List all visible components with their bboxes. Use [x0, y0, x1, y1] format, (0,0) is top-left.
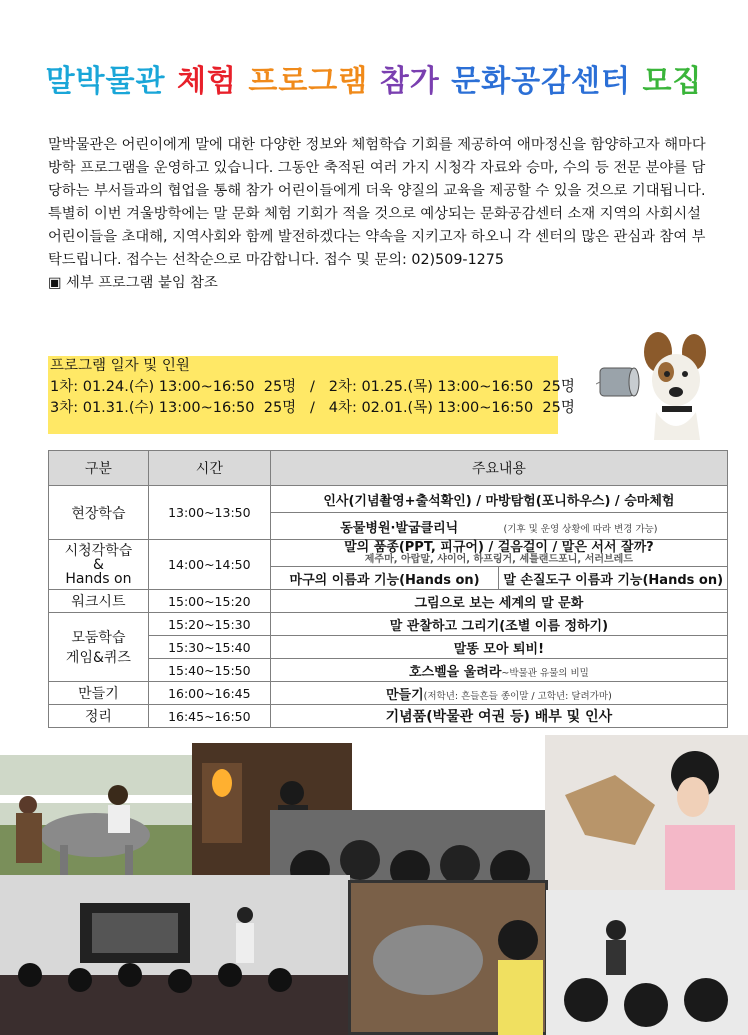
- time-audiovisual: 14:00~14:50: [148, 540, 270, 590]
- title-part-4: 참가: [379, 64, 452, 99]
- time-field-study: 13:00~13:50: [148, 486, 270, 540]
- page-title: [0, 56, 748, 100]
- title-part-5: 문화공감센터: [451, 64, 643, 99]
- category-audiovisual-2: &: [92, 556, 104, 573]
- content-field-study-2: [270, 513, 727, 540]
- category-field-study: 현장학습: [49, 486, 149, 540]
- dog-with-tin-can-phone-image: [596, 330, 716, 440]
- category-group: [49, 613, 149, 682]
- content-field-study-1: 인사(기념촬영+출석확인) / 마방탐험(포니하우스) / 승마체험: [270, 486, 727, 513]
- title-part-1: 말박물관: [45, 64, 177, 99]
- title-part-3: 프로그램: [248, 64, 380, 99]
- category-audiovisual-3: Hands on: [65, 570, 132, 587]
- time-group-2: 15:30~15:40: [148, 636, 270, 659]
- content-audiovisual-3: 말 손질도구 이름과 기능(Hands on): [499, 567, 728, 590]
- content-group-1: 말 관찰하고 그리기(조별 이름 정하기): [270, 613, 727, 636]
- photo-feeding-horse: [348, 880, 548, 1035]
- schedule-heading: 프로그램 일자 및 인원: [50, 358, 190, 374]
- content-field-study-2-note: (기후 및 운영 상황에 따라 변경 가능): [503, 523, 658, 535]
- schedule-box: [48, 356, 575, 434]
- content-audiovisual-2: 마구의 이름과 기능(Hands on): [270, 567, 499, 590]
- content-worksheet: 그림으로 보는 세계의 말 문화: [270, 590, 727, 613]
- content-field-study-2-text: 동물병원·발굽클리닉: [340, 520, 459, 536]
- category-group-1: 모둠학습: [71, 630, 126, 646]
- title-part-6: 모집: [642, 64, 703, 99]
- category-closing: 정리: [49, 705, 149, 728]
- category-audiovisual-1: 시청각학습: [64, 542, 133, 559]
- title-part-2: 체험: [176, 64, 249, 99]
- content-group-3: [270, 659, 727, 682]
- content-making-text: 만들기: [385, 687, 424, 703]
- content-group-3-note: ~박물관 유물의 비밀: [501, 667, 589, 679]
- content-audiovisual-1-text: 말의 품종(PPT, 피규어) / 걸음걸이 / 말은 서서 잘까?: [344, 540, 654, 555]
- category-making: 만들기: [49, 682, 149, 705]
- time-group-3: 15:40~15:50: [148, 659, 270, 682]
- photo-lecture-hall: [0, 875, 350, 1035]
- photo-collage: [0, 735, 748, 1035]
- photo-craft-making: [545, 735, 748, 890]
- schedule-line-1: 1차: 01.24.(수) 13:00~16:50 25명 / 2차: 01.25.(목) 13:00~16:50 25명: [50, 379, 575, 395]
- category-worksheet: 워크시트: [49, 590, 149, 613]
- content-group-2: 말똥 모아 퇴비!: [270, 636, 727, 659]
- header-category: 구분: [49, 451, 149, 486]
- time-closing: 16:45~16:50: [148, 705, 270, 728]
- schedule-line-2: 3차: 01.31.(수) 13:00~16:50 25명 / 4차: 02.01.(목) 13:00~16:50 25명: [50, 400, 575, 416]
- time-making: 16:00~16:45: [148, 682, 270, 705]
- intro-text: [48, 134, 708, 295]
- intro-paragraph-1: 말박물관은 어린이에게 말에 대한 다양한 정보와 체험학습 기회를 제공하여 애마정신을 함양하고자 해마다 방학 프로그램을 운영하고 있습니다. 그동안 축적된 여러 가지 시청각 자료와 승마, 수의 등 전문 분야를 담당하는 부서들과의 협업을 통해 참가 어린이들에게 더욱 양질의 교육을 제공할 수 있을 것으로 기대됩니다.: [48, 137, 706, 199]
- content-audiovisual-1-sub: 제주마, 아랍말, 샤이어, 하프링거, 셰틀랜드포니, 서러브레드: [364, 554, 634, 565]
- content-closing: 기념품(박물관 여권 등) 배부 및 인사: [270, 705, 727, 728]
- time-worksheet: 15:00~15:20: [148, 590, 270, 613]
- photo-horse-riding: [0, 755, 200, 875]
- photo-classroom: [546, 890, 748, 1035]
- intro-paragraph-3: ▣ 세부 프로그램 붙임 참조: [48, 275, 218, 291]
- content-group-3-text: 호스벨을 울려라: [408, 664, 502, 680]
- time-group-1: 15:20~15:30: [148, 613, 270, 636]
- content-audiovisual-1: [270, 540, 727, 567]
- category-audiovisual: [49, 540, 149, 590]
- content-making-note: (저학년: 흔들흔들 종이말 / 고학년: 달려가마): [423, 690, 612, 702]
- header-time: 시간: [148, 451, 270, 486]
- category-group-2: 게임&퀴즈: [65, 650, 131, 666]
- program-table: [48, 450, 728, 728]
- content-making: [270, 682, 727, 705]
- header-content: 주요내용: [270, 451, 727, 486]
- intro-paragraph-2: 특별히 이번 겨울방학에는 말 문화 체험 기회가 적을 것으로 예상되는 문화공감센터 소재 지역의 사회시설 어린이들을 초대해, 지역사회와 함께 발전하겠다는 약속을 지키고자 하오니 각 센터의 많은 관심과 참여 부탁드립니다. 접수는 선착순으로 마감합니다. 접수 및 문의: 02)509-1275: [48, 206, 706, 268]
